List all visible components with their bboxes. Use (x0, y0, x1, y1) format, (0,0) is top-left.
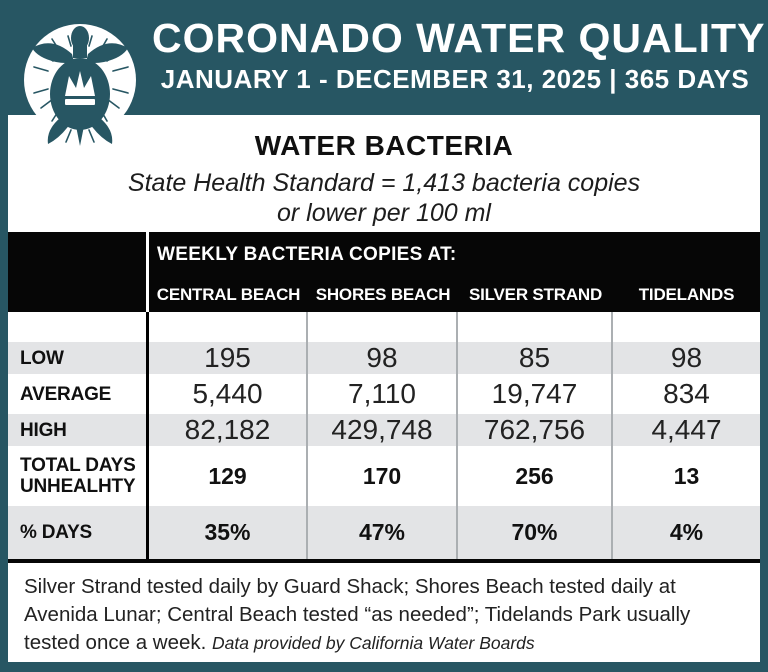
table-cell: 47% (308, 506, 458, 559)
coronado-crowned-turtle-logo (8, 12, 158, 162)
table-cell: 5,440 (149, 374, 308, 414)
table-cell: 35% (149, 506, 308, 559)
column-header-central-beach: CENTRAL BEACH (149, 278, 308, 312)
footnote (24, 573, 744, 657)
spacer-cell (458, 312, 613, 342)
row-label-high: HIGH (8, 414, 149, 446)
health-standard-line1: State Health Standard = 1,413 bacteria copies (127, 169, 641, 197)
health-standard-note (8, 168, 760, 228)
row-label-percent-days: % DAYS (8, 506, 149, 559)
table-cell: 70% (458, 506, 613, 559)
table-cell: 4,447 (613, 414, 760, 446)
table-cell: 85 (458, 342, 613, 374)
row-label-average: AVERAGE (8, 374, 149, 414)
table-cell: 170 (308, 446, 458, 506)
bacteria-table (8, 232, 760, 559)
table-cell: 834 (663, 378, 710, 409)
table-cell: 98 (308, 342, 458, 374)
row-label-low: LOW (8, 342, 149, 374)
group-header: WEEKLY BACTERIA COPIES AT: (149, 232, 760, 278)
table-cell: 762,756 (458, 414, 613, 446)
table-cell: 429,748 (308, 414, 458, 446)
footnote-text: Silver Strand tested daily by Guard Shack; Shores Beach tested daily at Avenida Lunar; Central Beach tested “as needed”; Tidelands Park usually tested once a week. (24, 575, 691, 654)
footnote-section (8, 559, 760, 657)
content-panel (8, 115, 760, 662)
spacer-cell (149, 312, 308, 342)
spacer-cell (8, 312, 149, 342)
row-label-total-days-unhealthy: TOTAL DAYS UNHEALHTY (8, 446, 149, 506)
table-corner-cell (8, 232, 149, 312)
table-cell: 13 (673, 462, 700, 489)
table-cell: 98 (613, 342, 760, 374)
column-header-silver-strand: SILVER STRAND (458, 278, 613, 312)
data-credit: Data provided by California Water Boards (212, 633, 535, 653)
table-cell: 7,110 (308, 374, 458, 414)
date-range: JANUARY 1 - DECEMBER 31, 2025 | 365 DAYS (160, 64, 750, 94)
column-header-shores-beach: SHORES BEACH (308, 278, 458, 312)
table-cell: 195 (149, 342, 308, 374)
spacer-cell (613, 312, 760, 342)
table-cell: 82,182 (149, 414, 308, 446)
page-title: CORONADO WATER QUALITY (152, 15, 766, 61)
spacer-cell (308, 312, 458, 342)
masthead-text (152, 15, 766, 95)
table-cell: 256 (458, 446, 613, 506)
table-cell: 129 (149, 446, 308, 506)
table-cell: 19,747 (458, 374, 613, 414)
section-heading: WATER BACTERIA (254, 130, 514, 161)
health-standard-line2: or lower per 100 ml (277, 199, 491, 227)
column-header-tidelands: TIDELANDS (613, 278, 760, 312)
table-cell: 4% (613, 506, 760, 559)
